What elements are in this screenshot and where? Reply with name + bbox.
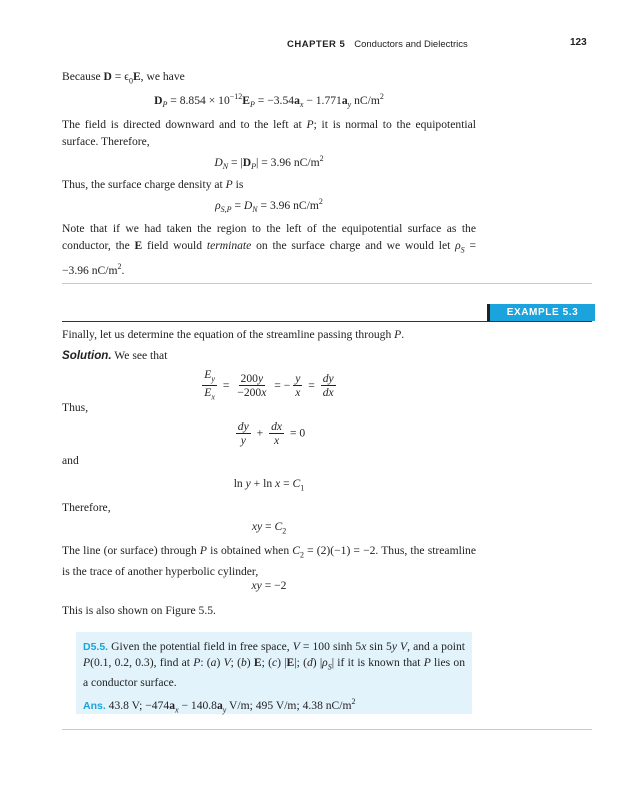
subscript: x xyxy=(175,705,179,715)
text-run: V xyxy=(223,656,231,669)
text-run: a xyxy=(169,699,175,713)
text-run: E xyxy=(204,386,212,400)
drill-question-text xyxy=(83,640,465,689)
text-run: Finally, let us determine the equation of the streamline passing through xyxy=(62,328,395,341)
text-run: D xyxy=(154,93,163,107)
paragraph xyxy=(62,220,476,279)
text-run: ) | xyxy=(312,656,323,669)
subscript: y xyxy=(222,705,227,715)
text-run: c xyxy=(271,656,278,669)
superscript: 2 xyxy=(318,197,323,206)
text-run: ) xyxy=(246,656,254,669)
page-number: 123 xyxy=(570,37,587,48)
text-run: V xyxy=(292,640,300,653)
text-run: ) | xyxy=(277,656,287,669)
example-badge: EXAMPLE 5.3 xyxy=(487,304,595,321)
superscript: 2 xyxy=(379,92,384,101)
text-run: Thus, xyxy=(62,401,89,414)
text-run: ; ( xyxy=(230,656,241,669)
fraction xyxy=(321,372,336,400)
text-run: ρ xyxy=(455,239,461,252)
text-run: The field is directed downward and to the left at xyxy=(62,118,307,131)
superscript: 2 xyxy=(117,262,122,272)
section-divider xyxy=(62,283,592,284)
equation xyxy=(62,92,476,109)
paragraph xyxy=(62,68,476,89)
text-run: d xyxy=(306,656,313,669)
text-run: : ( xyxy=(200,656,211,669)
text-run: Given the potential field in free space, xyxy=(108,640,293,653)
text-run: = (2)(−1) = −2. Thus, the streamline is the trace of another hyperbolic cylinder, xyxy=(62,544,476,579)
text-run: a xyxy=(341,93,348,107)
bottom-rule xyxy=(62,729,592,730)
paragraph xyxy=(62,176,476,193)
text-run: terminate xyxy=(206,239,252,252)
subscript: S,P xyxy=(220,205,232,215)
text-run: = −3.96 nC/m xyxy=(62,239,476,278)
text-run: This is also shown on Figure 5.5. xyxy=(62,604,216,617)
text-run: E xyxy=(132,70,141,83)
text-run: . xyxy=(401,328,405,341)
drill-question xyxy=(83,639,465,691)
text-run: E xyxy=(242,93,250,107)
text-run: = xyxy=(219,378,233,392)
text-run: = −2 xyxy=(261,579,287,592)
text-run: + xyxy=(253,426,267,440)
subscript: N xyxy=(222,162,229,172)
text-run: D xyxy=(243,198,253,212)
text-run: ln xyxy=(233,477,246,490)
text-run: dy xyxy=(237,420,249,433)
text-run: P xyxy=(199,544,207,557)
text-run: dx xyxy=(322,386,334,400)
text-run: P xyxy=(225,178,233,191)
text-run: ; it is normal to the equipotential surface. Therefore, xyxy=(62,118,476,148)
text-run: P xyxy=(193,656,201,669)
text-run: is obtained when xyxy=(207,544,293,557)
text-run: = 100 sinh 5 xyxy=(299,640,362,653)
text-run: x xyxy=(273,434,280,447)
text-run: xy xyxy=(251,579,262,592)
text-run: 43.8 V; −474 xyxy=(105,699,170,713)
fraction xyxy=(293,372,302,400)
paragraph xyxy=(62,347,476,364)
text-run: = 3.96 nC/m xyxy=(257,198,319,212)
paragraph xyxy=(62,602,476,619)
text-run: = xyxy=(305,378,318,392)
equation xyxy=(62,197,476,214)
text-run: x xyxy=(261,386,267,400)
text-run: nC/m xyxy=(351,93,380,107)
text-run: and xyxy=(62,454,79,467)
text-run: = 8.854 × 10 xyxy=(167,93,230,107)
text-run: P xyxy=(83,656,91,669)
text-run: x xyxy=(275,477,281,490)
paragraph xyxy=(62,452,476,469)
paragraph xyxy=(62,116,476,150)
text-run: x xyxy=(295,386,301,400)
equation xyxy=(62,420,476,448)
text-run: |; ( xyxy=(294,656,307,669)
text-run: | if it is known that xyxy=(331,656,424,669)
text-run: D xyxy=(214,155,223,169)
paragraph xyxy=(62,542,476,580)
equation xyxy=(62,154,476,171)
text-run: −200 xyxy=(237,386,262,400)
text-run: C xyxy=(274,520,283,533)
text-run: a xyxy=(210,656,217,669)
text-run: V/m; 495 V/m; 4.38 nC/m xyxy=(226,699,352,713)
text-run: y xyxy=(257,372,264,386)
drill-answer-text xyxy=(105,697,356,715)
text-run: ρ xyxy=(322,656,328,669)
text-run: C xyxy=(292,544,300,557)
text-run: E xyxy=(286,656,295,669)
subscript: P xyxy=(162,100,168,110)
text-run: C xyxy=(292,477,301,490)
drill-answer xyxy=(83,697,465,714)
answer-label: Ans. xyxy=(83,700,106,713)
paragraph xyxy=(62,399,476,416)
text-run: D xyxy=(242,155,252,169)
equation xyxy=(62,579,476,592)
text-run: Thus, the surface charge density at xyxy=(62,178,226,191)
text-run: ρ xyxy=(215,198,221,212)
equation xyxy=(62,477,476,492)
subscript: y xyxy=(347,100,352,110)
subscript: S xyxy=(327,662,332,672)
text-run: The line (or surface) through xyxy=(62,544,200,557)
text-run: sin 5 xyxy=(366,640,392,653)
text-run: Because xyxy=(62,70,104,83)
text-run: y xyxy=(240,434,246,447)
fraction xyxy=(269,420,284,448)
solution-label: Solution. xyxy=(62,349,112,362)
text-run: Note that if we had taken the region to the left of the equipotential surface as the conductor, the xyxy=(62,222,476,252)
paragraph xyxy=(62,326,476,343)
subscript: 0 xyxy=(128,76,133,86)
fraction xyxy=(235,372,268,400)
text-run: dy xyxy=(322,372,334,386)
subscript: P xyxy=(250,100,255,110)
text-run: = 0 xyxy=(287,426,306,440)
text-run: , and a point xyxy=(407,640,465,653)
text-run: We see that xyxy=(111,349,168,362)
text-run: + ln xyxy=(250,477,276,490)
paragraph xyxy=(62,499,476,516)
chapter-title: Conductors and Dielectrics xyxy=(354,39,468,50)
superscript: −12 xyxy=(229,92,243,101)
text-run: . xyxy=(121,264,125,278)
text-run: E xyxy=(253,656,262,669)
text-run: ; ( xyxy=(261,656,272,669)
text-run: 200 xyxy=(240,372,258,386)
text-run: x xyxy=(361,640,367,653)
subscript: 2 xyxy=(282,526,287,536)
text-run: − 140.8 xyxy=(178,699,217,713)
text-run: P xyxy=(306,118,314,131)
subscript: x xyxy=(299,100,304,110)
text-run: xy xyxy=(251,520,263,533)
text-run: = −3.54 xyxy=(254,93,295,107)
subscript: S xyxy=(460,245,465,255)
subscript: 2 xyxy=(299,550,304,560)
text-run: E xyxy=(204,368,212,381)
text-run: , we have xyxy=(140,70,185,83)
drill-label: D5.5. xyxy=(83,641,109,653)
text-run: = ϵ xyxy=(111,70,129,83)
chapter-label: CHAPTER 5 xyxy=(287,39,346,50)
fraction xyxy=(236,420,251,448)
text-run: P xyxy=(394,328,402,341)
subscript: N xyxy=(252,205,258,215)
running-header xyxy=(287,37,468,50)
text-run: is xyxy=(232,178,244,191)
text-run: ) xyxy=(216,656,224,669)
text-run: E xyxy=(134,239,143,252)
superscript: 2 xyxy=(319,154,324,163)
text-run: (0.1, 0.2, 0.3), find at xyxy=(90,656,194,669)
text-run: lies on a conductor surface. xyxy=(83,656,465,690)
text-run: y V xyxy=(391,640,408,653)
text-run: = xyxy=(280,477,293,490)
text-run: P xyxy=(423,656,431,669)
text-run: D xyxy=(103,70,112,83)
text-run: field would xyxy=(142,239,207,252)
subscript: P xyxy=(251,162,257,172)
subscript: y xyxy=(211,374,215,384)
text-run: a xyxy=(294,93,300,107)
text-run: = − xyxy=(271,378,291,392)
subscript: x xyxy=(211,392,215,402)
text-run: dx xyxy=(271,420,283,433)
text-run: = xyxy=(262,520,275,533)
superscript: 2 xyxy=(351,697,356,707)
text-run: y xyxy=(295,372,301,386)
text-run: b xyxy=(240,656,247,669)
text-run: y xyxy=(245,477,251,490)
example-rule xyxy=(62,321,592,322)
subscript: 1 xyxy=(300,483,305,493)
drill-problem-box xyxy=(76,632,472,714)
text-run: = xyxy=(231,198,244,212)
text-run: − 1.771 xyxy=(303,93,342,107)
text-run: Therefore, xyxy=(62,501,111,514)
equation xyxy=(62,520,476,535)
text-run: on the surface charge and we would let xyxy=(251,239,456,252)
text-run: a xyxy=(216,699,223,713)
text-run: | = 3.96 nC/m xyxy=(256,155,320,169)
text-run: = | xyxy=(228,155,243,169)
